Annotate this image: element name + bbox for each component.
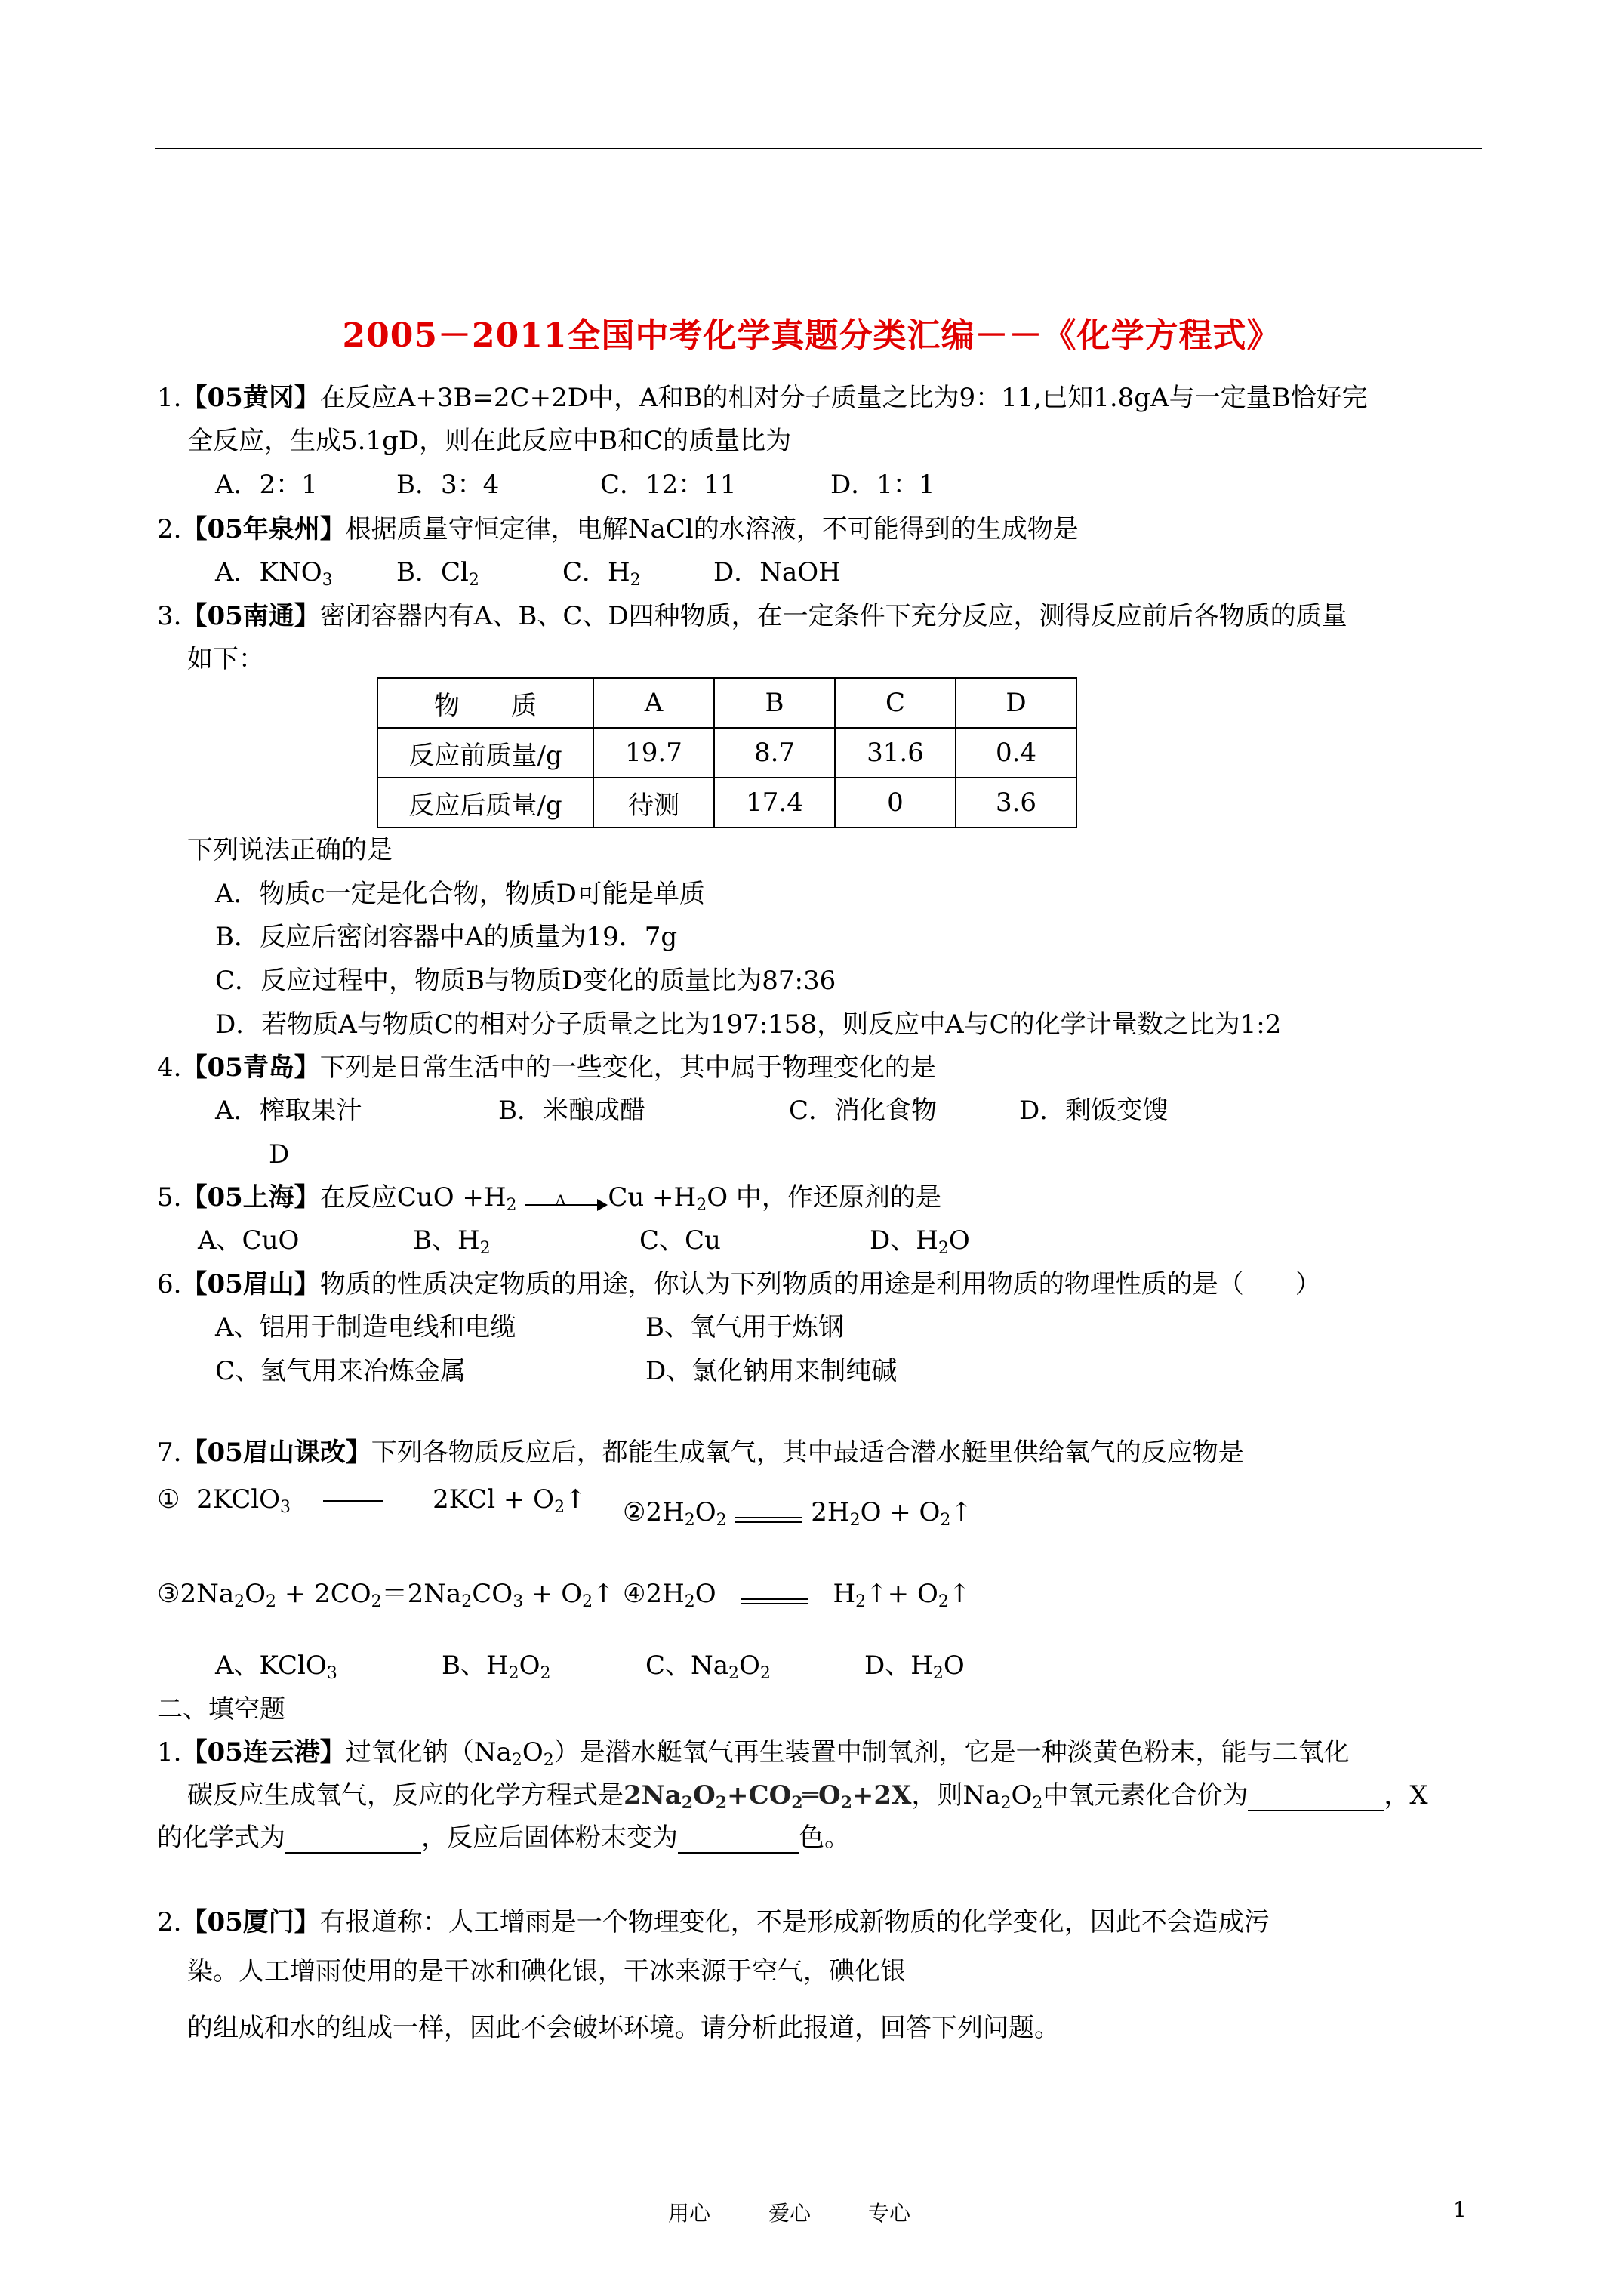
reaction-arrow-icon: Δ bbox=[525, 1189, 608, 1209]
question-number: 2. bbox=[157, 514, 182, 544]
fill-question-1-line2: 碳反应生成氧气，反应的化学方程式是$2Na_2O_2+CO_2═O_2+2X$，则$Na_2O_2$中氧元素化合价为 ，X bbox=[187, 1780, 1428, 1813]
option-b: B、$H_2$ bbox=[413, 1225, 491, 1258]
question-prompt: 下列说法正确的是 bbox=[187, 835, 393, 865]
question-3 bbox=[157, 600, 1347, 632]
table-header-row bbox=[377, 678, 1076, 728]
question-text: 密闭容器内有A、B、C、D四种物质，在一定条件下充分反应，测得反应前后各物质的质量 bbox=[319, 601, 1347, 631]
option-a: A．2：1 bbox=[215, 470, 318, 500]
option-a: A．物质c一定是化合物，物质D可能是单质 bbox=[215, 879, 705, 909]
section-heading: 二、填空题 bbox=[157, 1694, 285, 1724]
option-b: B．3：4 bbox=[396, 470, 500, 500]
question-5: 5.【05上海】在反应CuO $+H_2$ Δ $Cu +H_2O$ 中，作还原剂的是 bbox=[157, 1182, 941, 1215]
question-text-cont: 全反应，生成5.1gD，则在此反应中B和C的质量比为 bbox=[187, 426, 792, 456]
equation-4: $④2H_2O$ $H_2↑+$ $O_2↑$ bbox=[623, 1579, 971, 1611]
mass-table bbox=[377, 677, 1077, 828]
option-d: D、氯化钠用来制纯碱 bbox=[645, 1356, 898, 1386]
question-number: 2. bbox=[157, 1907, 182, 1937]
option-b: B、氧气用于炼钢 bbox=[645, 1312, 844, 1342]
question-source-tag: 【05南通】 bbox=[181, 601, 320, 631]
option-a: A．$KNO_3$ bbox=[215, 557, 333, 590]
equation-2: $②2H_2O_2$ $2H_2O$ + $O_2↑$ bbox=[623, 1497, 972, 1530]
footer-text: 用心 bbox=[668, 2201, 711, 2226]
option-b: B．米酿成醋 bbox=[498, 1096, 645, 1126]
question-number: 5. bbox=[157, 1182, 182, 1213]
fill-question-2 bbox=[157, 1906, 1270, 1938]
question-text: 有报道称：人工增雨是一个物理变化，不是形成新物质的化学变化，因此不会造成污 bbox=[319, 1907, 1270, 1937]
option-b: B、$H_2O_2$ bbox=[442, 1650, 551, 1683]
question-6 bbox=[157, 1268, 1321, 1300]
table-cell: 0.4 bbox=[956, 728, 1076, 778]
answer-blank[interactable] bbox=[1248, 1787, 1384, 1811]
fill-question-1-line3: 的化学式为 ，反应后固体粉末变为 色。 bbox=[157, 1823, 850, 1853]
page-title: 2005－2011全国中考化学真题分类汇编－－《化学方程式》 bbox=[342, 316, 1281, 355]
question-text: 下列各物质反应后，都能生成氧气，其中最适合潜水艇里供给氧气的反应物是 bbox=[371, 1438, 1244, 1468]
question-number: 7. bbox=[157, 1438, 182, 1468]
table-cell: 17.4 bbox=[714, 778, 835, 827]
header-rule bbox=[155, 148, 1482, 149]
question-source-tag: 【05厦门】 bbox=[181, 1907, 320, 1937]
table-cell: 0 bbox=[835, 778, 956, 827]
table-cell: 待测 bbox=[593, 778, 714, 827]
table-cell: C bbox=[835, 678, 956, 728]
question-text: 物质的性质决定物质的用途，你认为下列物质的用途是利用物质的物理性质的是（ ） bbox=[319, 1269, 1321, 1299]
option-d: D．1：1 bbox=[830, 470, 935, 500]
equals-sign-icon bbox=[741, 1588, 808, 1603]
answer-blank[interactable] bbox=[285, 1829, 421, 1854]
question-4 bbox=[157, 1052, 936, 1083]
option-c: C．$H_2$ bbox=[562, 557, 641, 590]
question-2 bbox=[157, 513, 1079, 545]
equation-1: ① 2KClO$_3$ $2KCl + O_2↑$ bbox=[157, 1484, 587, 1517]
table-cell: B bbox=[714, 678, 835, 728]
question-source-tag: 【05年泉州】 bbox=[181, 514, 346, 544]
equals-sign-icon bbox=[735, 1506, 802, 1521]
table-cell: A bbox=[593, 678, 714, 728]
footer-text: 爱心 bbox=[768, 2201, 812, 2226]
table-row bbox=[377, 728, 1076, 778]
option-a: A、铝用于制造电线和电缆 bbox=[215, 1312, 516, 1342]
reaction-condition-line bbox=[323, 1500, 383, 1502]
table-cell: 反应后质量/g bbox=[377, 778, 593, 827]
question-number: 1. bbox=[157, 383, 182, 413]
question-source-tag: 【05黄冈】 bbox=[181, 383, 320, 413]
question-text-cont: 如下： bbox=[187, 644, 264, 674]
table-row bbox=[377, 778, 1076, 827]
question-source-tag: 【05连云港】 bbox=[181, 1737, 346, 1767]
option-b: B．$Cl_2$ bbox=[396, 557, 479, 590]
question-source-tag: 【05上海】 bbox=[181, 1182, 320, 1213]
table-cell: 31.6 bbox=[835, 728, 956, 778]
question-number: 1. bbox=[157, 1737, 182, 1767]
question-text: 根据质量守恒定律，电解NaCl的水溶液，不可能得到的生成物是 bbox=[345, 514, 1079, 544]
page-number: 1 bbox=[1453, 2197, 1467, 2222]
option-c: C、Cu bbox=[639, 1225, 721, 1256]
option-d: D．剩饭变馊 bbox=[1019, 1096, 1169, 1126]
question-1 bbox=[157, 382, 1368, 414]
question-text: 下列是日常生活中的一些变化，其中属于物理变化的是 bbox=[319, 1052, 936, 1083]
question-source-tag: 【05青岛】 bbox=[181, 1052, 320, 1083]
option-c: C．消化食物 bbox=[789, 1096, 938, 1126]
option-a: A、KClO$_3$ bbox=[215, 1650, 337, 1683]
table-cell: 反应前质量/g bbox=[377, 728, 593, 778]
option-c: C、$Na_2O_2$ bbox=[645, 1650, 771, 1683]
footer-text: 专心 bbox=[868, 2201, 911, 2226]
option-c: C、氢气用来冶炼金属 bbox=[215, 1356, 467, 1386]
option-d: D、$H_2O$ bbox=[864, 1650, 965, 1683]
option-d: D．若物质A与物质C的相对分子质量之比为197:158，则反应中A与C的化学计量数之比为1:2 bbox=[215, 1009, 1282, 1040]
option-c: C．12：11 bbox=[600, 470, 737, 500]
table-cell: 8.7 bbox=[714, 728, 835, 778]
question-text-cont: 染。人工增雨使用的是干冰和碘化银，干冰来源于空气，碘化银 bbox=[187, 1956, 906, 1986]
equation-3: $③2Na_2O_2 + 2CO_2=2Na_2CO_3$ + $O_2↑$ bbox=[157, 1579, 614, 1611]
option-c: C．反应过程中，物质B与物质D变化的质量比为87:36 bbox=[215, 966, 836, 996]
option-d: D、$H_2O$ bbox=[870, 1225, 970, 1258]
question-text-cont: 的组成和水的组成一样，因此不会破坏环境。请分析此报道，回答下列问题。 bbox=[187, 2013, 1060, 2043]
option-a: A、CuO bbox=[198, 1225, 300, 1256]
table-cell: 19.7 bbox=[593, 728, 714, 778]
question-source-tag: 【05眉山课改】 bbox=[181, 1438, 371, 1468]
question-number: 3. bbox=[157, 601, 182, 631]
table-cell: 3.6 bbox=[956, 778, 1076, 827]
question-7 bbox=[157, 1437, 1244, 1469]
answer-mark: D bbox=[269, 1139, 290, 1170]
option-b: B．反应后密闭容器中A的质量为19．7g bbox=[215, 922, 678, 952]
option-a: A．榨取果汁 bbox=[215, 1096, 362, 1126]
question-number: 6. bbox=[157, 1269, 182, 1299]
fill-question-1: 1.【05连云港】过氧化钠$(Na_2O_2)$是潜水艇氧气再生装置中制氧剂，它是一种淡黄色粉末，能与二氧化 bbox=[157, 1737, 1350, 1770]
question-number: 4. bbox=[157, 1052, 182, 1083]
question-text: 在反应A+3B=2C+2D中，A和B的相对分子质量之比为9：11,已知1.8gA与一定量B恰好完 bbox=[319, 383, 1368, 413]
answer-blank[interactable] bbox=[678, 1829, 799, 1854]
table-cell: D bbox=[956, 678, 1076, 728]
option-d: D．NaOH bbox=[713, 557, 841, 587]
table-cell: 物 质 bbox=[377, 678, 593, 728]
question-source-tag: 【05眉山】 bbox=[181, 1269, 320, 1299]
